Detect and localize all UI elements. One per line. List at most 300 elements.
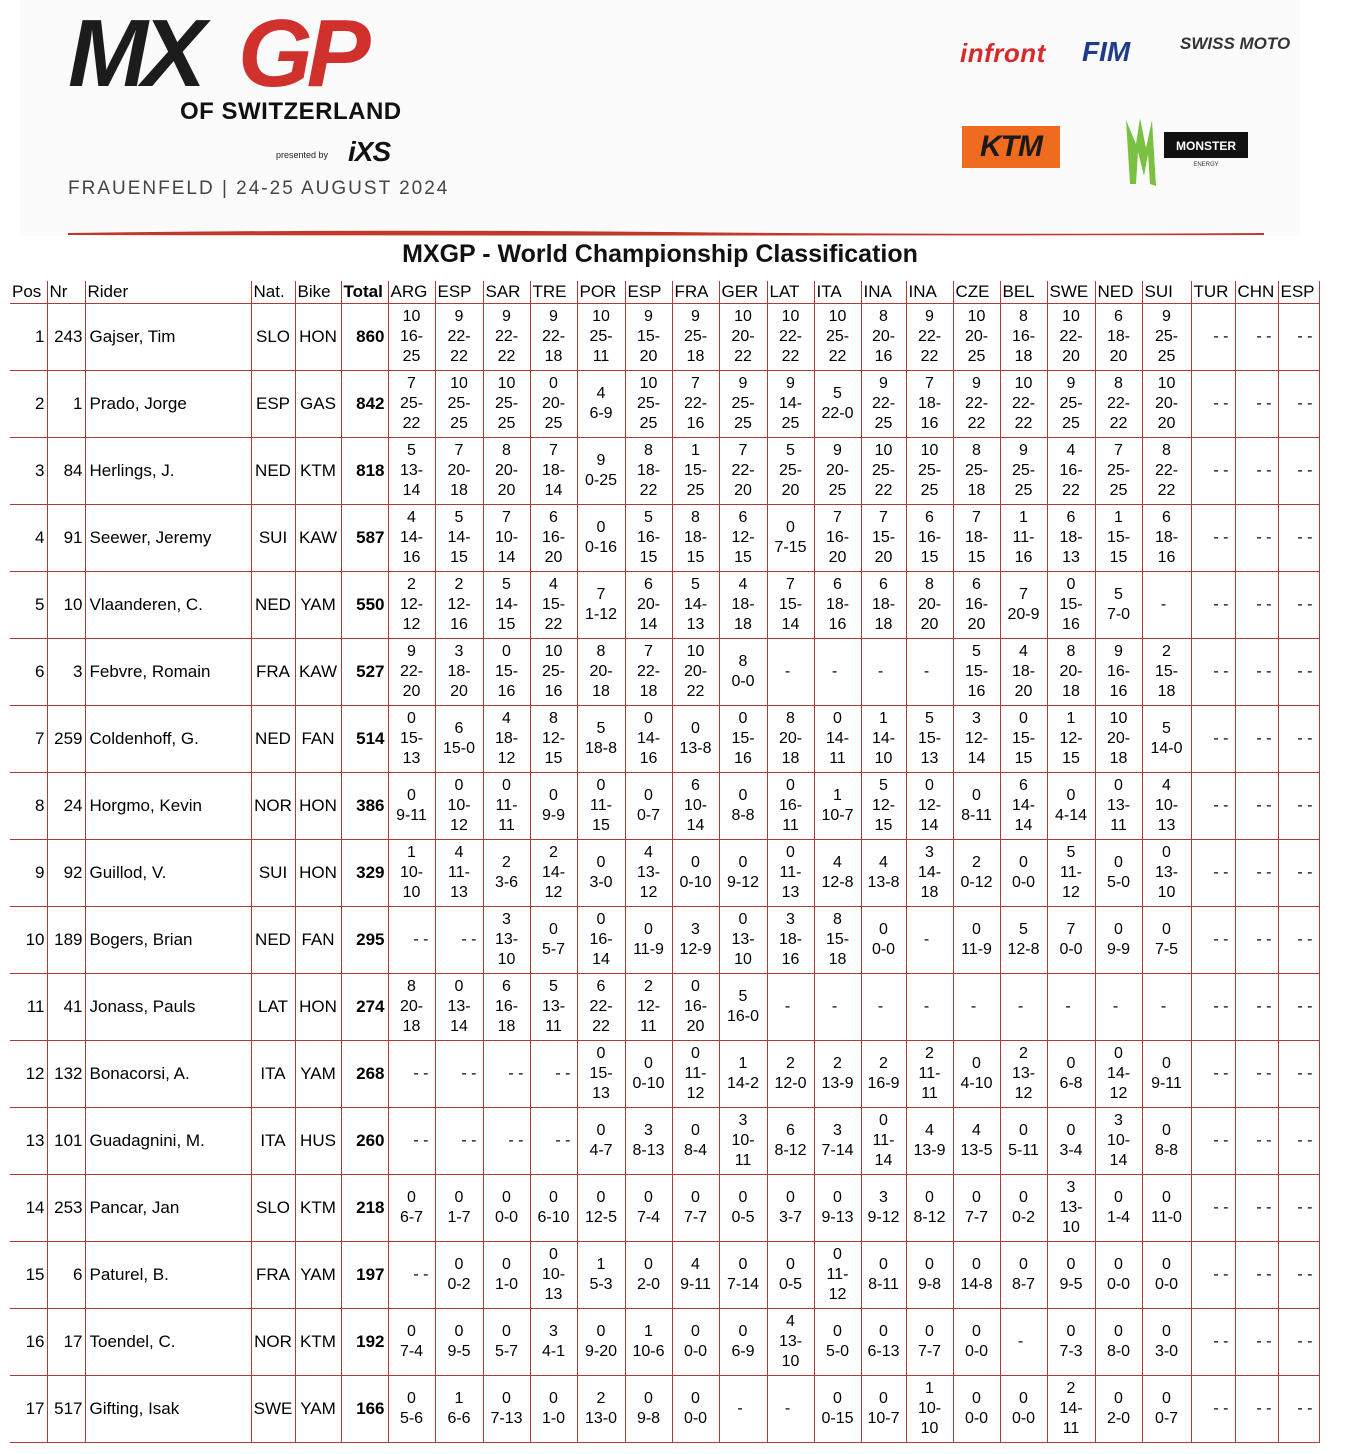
cell-bike: YAM	[295, 1242, 341, 1309]
col-header-round: CZE	[953, 281, 1000, 304]
cell-round-result: - -	[1235, 1309, 1278, 1376]
cell-round-result: 0 4-7	[577, 1108, 625, 1175]
cell-nationality: SLO	[251, 1175, 295, 1242]
cell-round-result: 10 20- 22	[719, 304, 767, 371]
col-header-round: ESP	[435, 281, 483, 304]
cell-round-result: 0 4-14	[1047, 773, 1095, 840]
cell-pos: 6	[10, 639, 47, 706]
cell-round-result: 1 10-6	[625, 1309, 672, 1376]
cell-round-result: 0 14-8	[953, 1242, 1000, 1309]
table-row	[10, 907, 1319, 974]
cell-round-result: 0 0-0	[953, 1376, 1000, 1443]
cell-round-result: 9 15- 20	[625, 304, 672, 371]
cell-pos: 7	[10, 706, 47, 773]
cell-round-result: 0 9-12	[719, 840, 767, 907]
cell-round-result: 0 9-9	[530, 773, 577, 840]
cell-round-result: -	[1000, 974, 1047, 1041]
cell-bike: YAM	[295, 1041, 341, 1108]
cell-round-result: 10 22- 22	[767, 304, 814, 371]
table-row	[10, 840, 1319, 907]
col-header-round: POR	[577, 281, 625, 304]
col-header-rider: Rider	[85, 281, 251, 304]
col-header-nr: Nr	[47, 281, 85, 304]
cell-rider-name: Guadagnini, M.	[85, 1108, 251, 1175]
cell-round-result: 0 9-5	[1047, 1242, 1095, 1309]
cell-round-result: - -	[435, 1041, 483, 1108]
cell-round-result: 0 14- 11	[814, 706, 861, 773]
cell-round-result: 1 15- 15	[1095, 505, 1142, 572]
cell-round-result: 0 1-7	[435, 1175, 483, 1242]
cell-round-result: 0 0-0	[483, 1175, 530, 1242]
cell-round-result: 0 15- 13	[577, 1041, 625, 1108]
cell-round-result: 5 7-0	[1095, 572, 1142, 639]
cell-round-result: 8 20- 20	[906, 572, 953, 639]
cell-nationality: ITA	[251, 1108, 295, 1175]
cell-total: 274	[341, 974, 388, 1041]
table-row	[10, 438, 1319, 505]
cell-round-result: - -	[1191, 1376, 1235, 1443]
table-row	[10, 505, 1319, 572]
cell-round-result: 0 0-10	[625, 1041, 672, 1108]
cell-round-result: 0 9-5	[435, 1309, 483, 1376]
cell-rider-number: 91	[47, 505, 85, 572]
cell-round-result: - -	[1191, 1242, 1235, 1309]
cell-round-result: - -	[1278, 1309, 1319, 1376]
cell-round-result: 0 0-0	[861, 907, 906, 974]
cell-round-result: 4 10- 13	[1142, 773, 1191, 840]
cell-rider-number: 243	[47, 304, 85, 371]
cell-round-result: 0 0-0	[1095, 1242, 1142, 1309]
cell-round-result: 10 25- 22	[814, 304, 861, 371]
cell-round-result: - -	[1235, 438, 1278, 505]
cell-round-result: 8 12- 15	[530, 706, 577, 773]
cell-round-result: 10 20- 18	[1095, 706, 1142, 773]
cell-total: 260	[341, 1108, 388, 1175]
col-header-pos: Pos	[10, 281, 47, 304]
cell-round-result: 2 13-0	[577, 1376, 625, 1443]
cell-round-result: 7 15- 20	[861, 505, 906, 572]
cell-round-result: 10 22- 20	[1047, 304, 1095, 371]
cell-rider-number: 92	[47, 840, 85, 907]
cell-rider-number: 17	[47, 1309, 85, 1376]
cell-round-result: - -	[1191, 438, 1235, 505]
cell-rider-number: 3	[47, 639, 85, 706]
cell-round-result: 0 20- 25	[530, 371, 577, 438]
cell-round-result: - -	[1278, 438, 1319, 505]
cell-round-result: 0 5-6	[388, 1376, 435, 1443]
cell-round-result: 1 6-6	[435, 1376, 483, 1443]
cell-rider-name: Pancar, Jan	[85, 1175, 251, 1242]
cell-round-result: 4 13-9	[906, 1108, 953, 1175]
cell-round-result: 0 15- 15	[1000, 706, 1047, 773]
cell-bike: HON	[295, 304, 341, 371]
cell-round-result: 0 2-0	[1095, 1376, 1142, 1443]
cell-rider-name: Bonacorsi, A.	[85, 1041, 251, 1108]
cell-round-result: 0 1-0	[530, 1376, 577, 1443]
cell-rider-name: Vlaanderen, C.	[85, 572, 251, 639]
cell-round-result: 5 12-8	[1000, 907, 1047, 974]
cell-pos: 3	[10, 438, 47, 505]
cell-round-result: 0 0-2	[1000, 1175, 1047, 1242]
cell-nationality: ESP	[251, 371, 295, 438]
cell-round-result: 6 18- 18	[861, 572, 906, 639]
cell-round-result: - -	[1235, 639, 1278, 706]
cell-bike: KAW	[295, 505, 341, 572]
cell-round-result: -	[906, 907, 953, 974]
cell-round-result: 5 15- 16	[953, 639, 1000, 706]
cell-round-result: 0 10- 12	[435, 773, 483, 840]
cell-round-result: - -	[1191, 706, 1235, 773]
cell-round-result: 2 13-9	[814, 1041, 861, 1108]
cell-round-result: - -	[1235, 907, 1278, 974]
cell-round-result: 10 25- 11	[577, 304, 625, 371]
cell-round-result: 0 11- 13	[767, 840, 814, 907]
cell-round-result: 0 13- 10	[1142, 840, 1191, 907]
col-header-round: INA	[861, 281, 906, 304]
cell-round-result: 5 14-0	[1142, 706, 1191, 773]
cell-round-result: 0 9-13	[814, 1175, 861, 1242]
cell-round-result: -	[953, 974, 1000, 1041]
cell-round-result: 0 6-8	[1047, 1041, 1095, 1108]
cell-rider-number: 24	[47, 773, 85, 840]
cell-round-result: 9 0-25	[577, 438, 625, 505]
cell-round-result: 1 15- 25	[672, 438, 719, 505]
col-header-round: ESP	[1278, 281, 1319, 304]
cell-round-result: 0 12-5	[577, 1175, 625, 1242]
cell-round-result: 0 3-4	[1047, 1108, 1095, 1175]
cell-round-result: 4 14- 16	[388, 505, 435, 572]
cell-round-result: 6 18- 20	[1095, 304, 1142, 371]
table-row	[10, 371, 1319, 438]
cell-round-result: 10 25- 25	[625, 371, 672, 438]
cell-round-result: 8 20- 18	[388, 974, 435, 1041]
cell-pos: 9	[10, 840, 47, 907]
cell-round-result: 6 16- 20	[953, 572, 1000, 639]
cell-round-result: 0 10- 13	[530, 1242, 577, 1309]
cell-round-result: - -	[435, 907, 483, 974]
cell-round-result: - -	[1278, 907, 1319, 974]
cell-round-result: 4 13- 10	[767, 1309, 814, 1376]
cell-total: 860	[341, 304, 388, 371]
cell-round-result: 0 11- 11	[483, 773, 530, 840]
svg-text:MX: MX	[68, 8, 200, 100]
cell-round-result: - -	[483, 1108, 530, 1175]
cell-round-result: 5 11- 12	[1047, 840, 1095, 907]
cell-total: 166	[341, 1376, 388, 1443]
cell-rider-number: 101	[47, 1108, 85, 1175]
cell-round-result: -	[767, 639, 814, 706]
cell-round-result: 6 16- 15	[906, 505, 953, 572]
cell-round-result: 10 25- 16	[530, 639, 577, 706]
cell-round-result: 2 15- 18	[1142, 639, 1191, 706]
cell-round-result: 2 11- 11	[906, 1041, 953, 1108]
cell-round-result: 0 0-0	[672, 1309, 719, 1376]
cell-round-result: 0 7-7	[953, 1175, 1000, 1242]
cell-round-result: 1 10-7	[814, 773, 861, 840]
cell-round-result: - -	[530, 1041, 577, 1108]
cell-round-result: 2 3-6	[483, 840, 530, 907]
cell-pos: 2	[10, 371, 47, 438]
cell-round-result: -	[814, 639, 861, 706]
svg-text:GP: GP	[238, 8, 365, 100]
cell-round-result: 9 16- 16	[1095, 639, 1142, 706]
cell-bike: KTM	[295, 1175, 341, 1242]
cell-round-result: 0 7-5	[1142, 907, 1191, 974]
cell-round-result: 8 20- 16	[861, 304, 906, 371]
cell-round-result: 1 12- 15	[1047, 706, 1095, 773]
cell-round-result: - -	[1235, 1041, 1278, 1108]
cell-round-result: 8 18- 22	[625, 438, 672, 505]
cell-round-result: 0 8-7	[1000, 1242, 1047, 1309]
cell-bike: KTM	[295, 438, 341, 505]
cell-round-result: 8 20- 18	[577, 639, 625, 706]
cell-total: 386	[341, 773, 388, 840]
cell-round-result: 4 13- 12	[625, 840, 672, 907]
header-divider	[68, 230, 1264, 236]
cell-round-result: 4 6-9	[577, 371, 625, 438]
table-row	[10, 706, 1319, 773]
mxgp-logo	[68, 8, 428, 100]
cell-round-result: 6 20- 14	[625, 572, 672, 639]
cell-bike: GAS	[295, 371, 341, 438]
cell-round-result: 0 15- 13	[388, 706, 435, 773]
cell-round-result: - -	[1278, 773, 1319, 840]
cell-total: 842	[341, 371, 388, 438]
cell-nationality: SUI	[251, 505, 295, 572]
cell-round-result: 3 8-13	[625, 1108, 672, 1175]
col-header-round: SAR	[483, 281, 530, 304]
cell-round-result: 6 14- 14	[1000, 773, 1047, 840]
cell-nationality: NOR	[251, 773, 295, 840]
cell-round-result: 0 5-0	[814, 1309, 861, 1376]
cell-rider-name: Coldenhoff, G.	[85, 706, 251, 773]
cell-round-result: - -	[1278, 1376, 1319, 1443]
cell-round-result: 2 12- 12	[388, 572, 435, 639]
cell-round-result: 0 6-13	[861, 1309, 906, 1376]
cell-round-result: - -	[483, 1041, 530, 1108]
cell-nationality: NOR	[251, 1309, 295, 1376]
event-location-dates: FRAUENFELD | 24-25 AUGUST 2024	[68, 178, 450, 199]
cell-round-result: 0 15- 16	[483, 639, 530, 706]
cell-round-result: 4 18- 18	[719, 572, 767, 639]
cell-round-result: - -	[1235, 304, 1278, 371]
cell-nationality: FRA	[251, 639, 295, 706]
cell-rider-number: 132	[47, 1041, 85, 1108]
cell-round-result: 0 12- 14	[906, 773, 953, 840]
cell-round-result: 2 12- 11	[625, 974, 672, 1041]
cell-round-result: 10 22- 22	[1000, 371, 1047, 438]
cell-bike: HON	[295, 974, 341, 1041]
cell-nationality: FRA	[251, 1242, 295, 1309]
col-header-round: NED	[1095, 281, 1142, 304]
cell-bike: HON	[295, 773, 341, 840]
cell-round-result: - -	[388, 1108, 435, 1175]
event-subtitle: OF SWITZERLAND	[180, 98, 402, 125]
cell-round-result: - -	[1235, 505, 1278, 572]
cell-nationality: ITA	[251, 1041, 295, 1108]
cell-round-result: 9 22- 22	[483, 304, 530, 371]
cell-round-result: - -	[1191, 304, 1235, 371]
cell-bike: FAN	[295, 706, 341, 773]
table-row	[10, 1309, 1319, 1376]
cell-round-result: 3 14- 18	[906, 840, 953, 907]
cell-round-result: 0 4-10	[953, 1041, 1000, 1108]
cell-round-result: - -	[1191, 1175, 1235, 1242]
cell-round-result: 8 20- 18	[1047, 639, 1095, 706]
cell-round-result: 3 18- 16	[767, 907, 814, 974]
cell-round-result: 0 0-0	[1142, 1242, 1191, 1309]
cell-round-result: - -	[1191, 505, 1235, 572]
cell-round-result: 0 1-4	[1095, 1175, 1142, 1242]
swiss-moto-text: SWISS MOTO	[1180, 34, 1291, 53]
cell-rider-name: Febvre, Romain	[85, 639, 251, 706]
cell-round-result: 0 11-9	[625, 907, 672, 974]
cell-round-result: 0 7-14	[719, 1242, 767, 1309]
cell-pos: 12	[10, 1041, 47, 1108]
cell-round-result: 6 16- 20	[530, 505, 577, 572]
cell-total: 218	[341, 1175, 388, 1242]
cell-round-result: - -	[1278, 1242, 1319, 1309]
cell-round-result: - -	[1278, 1175, 1319, 1242]
cell-rider-number: 10	[47, 572, 85, 639]
cell-round-result: 8 22- 22	[1095, 371, 1142, 438]
cell-round-result: 0 13-8	[672, 706, 719, 773]
cell-round-result: 9 22- 25	[861, 371, 906, 438]
cell-round-result: - -	[388, 1041, 435, 1108]
cell-round-result: 0 8-11	[861, 1242, 906, 1309]
cell-round-result: 5 12- 15	[861, 773, 906, 840]
cell-round-result: 4 13-5	[953, 1108, 1000, 1175]
cell-round-result: 6 16- 18	[483, 974, 530, 1041]
cell-total: 329	[341, 840, 388, 907]
cell-round-result: 0 2-0	[625, 1242, 672, 1309]
cell-round-result: - -	[1235, 1242, 1278, 1309]
cell-round-result: 0 3-7	[767, 1175, 814, 1242]
table-row	[10, 1175, 1319, 1242]
cell-round-result: 0 0-5	[767, 1242, 814, 1309]
cell-round-result: 10 25- 22	[861, 438, 906, 505]
col-header-round: ARG	[388, 281, 435, 304]
cell-round-result: - -	[388, 907, 435, 974]
cell-round-result: 8 20- 20	[483, 438, 530, 505]
cell-round-result: 8 25- 18	[953, 438, 1000, 505]
cell-rider-name: Gifting, Isak	[85, 1376, 251, 1443]
cell-round-result: - -	[1191, 974, 1235, 1041]
cell-round-result: 0 13- 14	[435, 974, 483, 1041]
cell-round-result: 0 8-4	[672, 1108, 719, 1175]
cell-rider-number: 517	[47, 1376, 85, 1443]
cell-round-result: 0 0-0	[1000, 1376, 1047, 1443]
cell-pos: 14	[10, 1175, 47, 1242]
cell-round-result: 6 12- 15	[719, 505, 767, 572]
col-header-round: ITA	[814, 281, 861, 304]
cell-nationality: LAT	[251, 974, 295, 1041]
cell-round-result: -	[1047, 974, 1095, 1041]
cell-total: 192	[341, 1309, 388, 1376]
cell-rider-number: 41	[47, 974, 85, 1041]
cell-round-result: 0 0-16	[577, 505, 625, 572]
cell-round-result: - -	[1235, 706, 1278, 773]
cell-nationality: NED	[251, 907, 295, 974]
cell-round-result: - -	[435, 1108, 483, 1175]
cell-rider-name: Jonass, Pauls	[85, 974, 251, 1041]
cell-round-result: 4 11- 13	[435, 840, 483, 907]
cell-round-result: 1 10- 10	[388, 840, 435, 907]
cell-round-result: 1 10- 10	[906, 1376, 953, 1443]
cell-round-result: 7 22- 16	[672, 371, 719, 438]
cell-bike: KAW	[295, 639, 341, 706]
cell-round-result: 9 22- 22	[435, 304, 483, 371]
cell-round-result: 8 22- 22	[1142, 438, 1191, 505]
cell-round-result: -	[814, 974, 861, 1041]
cell-round-result: 8 0-0	[719, 639, 767, 706]
cell-round-result: 0 7-3	[1047, 1309, 1095, 1376]
cell-pos: 8	[10, 773, 47, 840]
cell-round-result: 0 11- 14	[861, 1108, 906, 1175]
cell-round-result: 0 9-11	[1142, 1041, 1191, 1108]
standings-table	[10, 281, 1320, 1443]
cell-pos: 17	[10, 1376, 47, 1443]
cell-rider-name: Guillod, V.	[85, 840, 251, 907]
ktm-logo: KTM	[962, 126, 1060, 168]
cell-round-result: 6 18- 16	[1142, 505, 1191, 572]
cell-pos: 11	[10, 974, 47, 1041]
col-header-round: TRE	[530, 281, 577, 304]
cell-rider-name: Bogers, Brian	[85, 907, 251, 974]
col-header-nat: Nat.	[251, 281, 295, 304]
cell-round-result: - -	[1278, 1108, 1319, 1175]
cell-round-result: 0 5-7	[530, 907, 577, 974]
cell-pos: 5	[10, 572, 47, 639]
monster-energy-logo	[1116, 114, 1250, 190]
cell-round-result: 0 0-5	[719, 1175, 767, 1242]
col-header-round: INA	[906, 281, 953, 304]
cell-round-result: 0 11- 12	[672, 1041, 719, 1108]
cell-round-result: 7 22- 20	[719, 438, 767, 505]
cell-round-result: -	[1095, 974, 1142, 1041]
cell-round-result: 0 7-4	[625, 1175, 672, 1242]
cell-total: 550	[341, 572, 388, 639]
cell-total: 587	[341, 505, 388, 572]
cell-bike: FAN	[295, 907, 341, 974]
cell-pos: 1	[10, 304, 47, 371]
cell-pos: 13	[10, 1108, 47, 1175]
cell-round-result: 1 14-2	[719, 1041, 767, 1108]
fim-logo: FIM	[1082, 36, 1131, 67]
cell-round-result: -	[719, 1376, 767, 1443]
col-header-round: SUI	[1142, 281, 1191, 304]
cell-bike: YAM	[295, 1376, 341, 1443]
cell-pos: 4	[10, 505, 47, 572]
cell-round-result: - -	[1278, 371, 1319, 438]
cell-round-result: 0 7-4	[388, 1309, 435, 1376]
col-header-round: BEL	[1000, 281, 1047, 304]
cell-round-result: 5 14- 15	[483, 572, 530, 639]
cell-round-result: - -	[1278, 505, 1319, 572]
cell-round-result: - -	[1235, 1376, 1278, 1443]
standings-body	[10, 304, 1319, 1443]
cell-round-result: 5 16- 15	[625, 505, 672, 572]
cell-round-result: 0 3-0	[577, 840, 625, 907]
table-row	[10, 572, 1319, 639]
cell-round-result: 10 20- 25	[953, 304, 1000, 371]
cell-round-result: 9 25- 25	[1142, 304, 1191, 371]
cell-round-result: 4 15- 22	[530, 572, 577, 639]
cell-round-result: 0 0-0	[953, 1309, 1000, 1376]
cell-round-result: 7 25- 22	[388, 371, 435, 438]
cell-round-result: 2 0-12	[953, 840, 1000, 907]
cell-round-result: 9 22- 22	[906, 304, 953, 371]
